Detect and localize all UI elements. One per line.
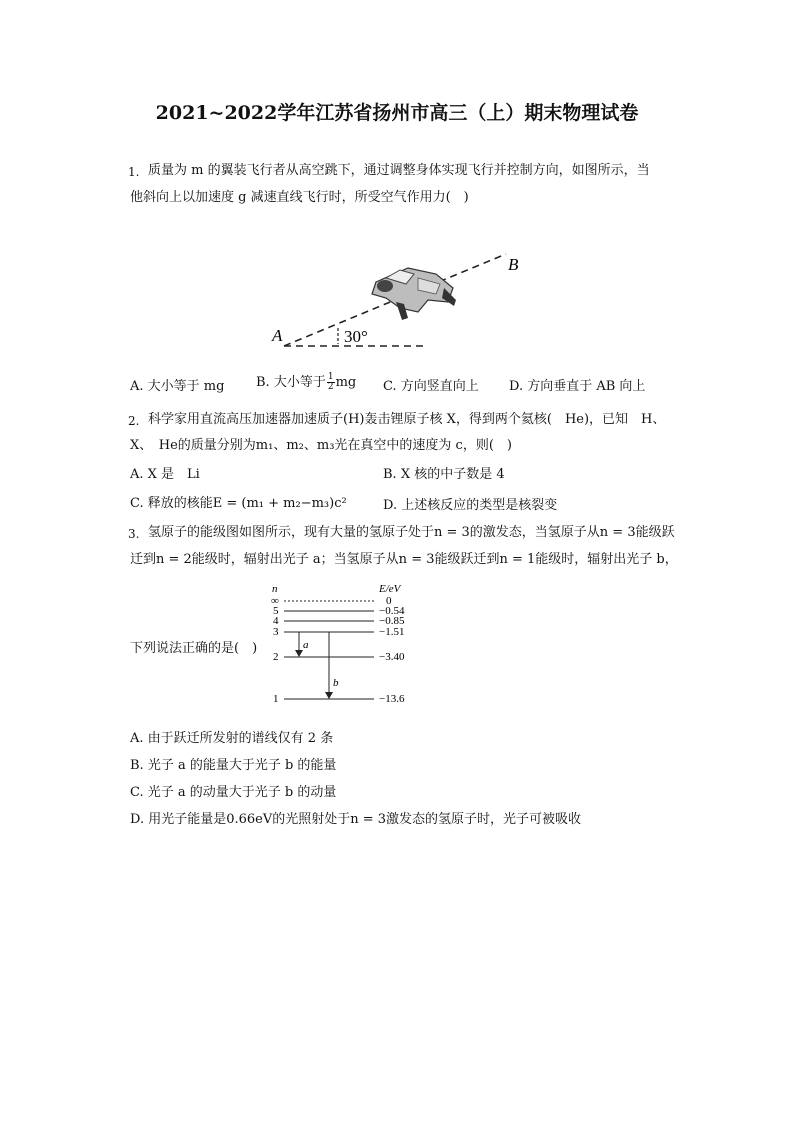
q1-figure [268, 248, 528, 358]
level-3 [273, 626, 404, 638]
point-b-label: B [508, 255, 519, 274]
q2-line2: X、 He的质量分别为m₁、m₂、m₃光在真空中的速度为 c，则( ) [130, 438, 512, 453]
svg-text:5: 5 [273, 605, 279, 617]
q1-line1: 质量为 m 的翼装飞行者从高空跳下，通过调整身体实现飞行并控制方向，如图所示，当 [148, 163, 650, 178]
q1-option-b-prefix: B. 大小等于 [256, 375, 326, 390]
q1-line2: 他斜向上以加速度 g 减速直线飞行时，所受空气作用力( ) [130, 190, 469, 205]
transition-a-arrow [295, 632, 303, 657]
svg-text:4: 4 [273, 615, 279, 627]
q3-number: 3. [128, 527, 140, 541]
q3-line1: 氢原子的能级图如图所示，现有大量的氢原子处于n = 3的激发态，当氢原子从n = 3能级跃 [148, 525, 675, 540]
q1-option-a: A. 大小等于 mg [130, 379, 225, 394]
svg-text:−0.85: −0.85 [379, 615, 405, 627]
q3-line2: 迁到n = 2能级时，辐射出光子 a；当氢原子从n = 3能级跃迁到n = 1能级时，辐射出光子 b， [130, 552, 678, 567]
svg-text:∞: ∞ [271, 595, 279, 607]
svg-text:3: 3 [273, 626, 279, 638]
q3-option-a: A. 由于跃迁所发射的谱线仅有 2 条 [130, 731, 334, 746]
q3-option-b: B. 光子 a 的能量大于光子 b 的能量 [130, 758, 337, 773]
level-infinity [271, 595, 392, 607]
q1-number: 1. [128, 165, 140, 179]
e-header: E/eV [379, 583, 401, 595]
q3-option-c: C. 光子 a 的动量大于光子 b 的动量 [130, 785, 337, 800]
half-fraction: $\frac{1}{2}$ [327, 372, 334, 392]
q2-line1: 科学家用直流高压加速器加速质子(H)轰击锂原子核 X，得到两个氦核( He)，已知 H、 [148, 412, 666, 427]
svg-text:−0.54: −0.54 [379, 605, 405, 617]
svg-text:1: 1 [273, 693, 279, 705]
transition-b-arrow [325, 632, 333, 699]
q2-option-d: D. 上述核反应的类型是核裂变 [383, 498, 558, 513]
svg-text:2: 2 [273, 651, 279, 663]
q1-option-b-suffix: mg [335, 375, 357, 390]
energy-level-diagram [268, 582, 428, 708]
page-title: 2021~2022学年江苏省扬州市高三（上）期末物理试卷 [155, 102, 639, 124]
q2-option-a: A. X 是 Li [130, 467, 200, 482]
angle-label: 30° [344, 327, 368, 346]
q2-option-c: C. 释放的核能E = (m₁ + m₂−m₃)c² [130, 496, 347, 511]
level-2 [273, 651, 405, 663]
n-header: n [272, 583, 278, 595]
svg-text:−13.6: −13.6 [379, 693, 405, 705]
wingsuit-flyer-image [372, 268, 456, 320]
q2-option-b: B. X 核的中子数是 4 [383, 467, 505, 482]
transition-a-label: a [303, 639, 309, 651]
svg-text:−1.51: −1.51 [379, 626, 405, 638]
q2-number: 2. [128, 414, 140, 428]
point-a-label: A [272, 326, 283, 345]
q1-option-d: D. 方向垂直于 AB 向上 [509, 379, 646, 394]
q1-option-b [256, 373, 356, 392]
svg-text:0: 0 [386, 595, 392, 607]
q1-option-c: C. 方向竖直向上 [383, 379, 479, 394]
q3-line3: 下列说法正确的是( ) [130, 641, 258, 656]
transition-b-label: b [333, 677, 339, 689]
svg-text:−3.40: −3.40 [379, 651, 405, 663]
q3-option-d: D. 用光子能量是0.66eV的光照射处于n = 3激发态的氢原子时，光子可被吸收 [130, 812, 582, 827]
level-1 [273, 693, 405, 705]
